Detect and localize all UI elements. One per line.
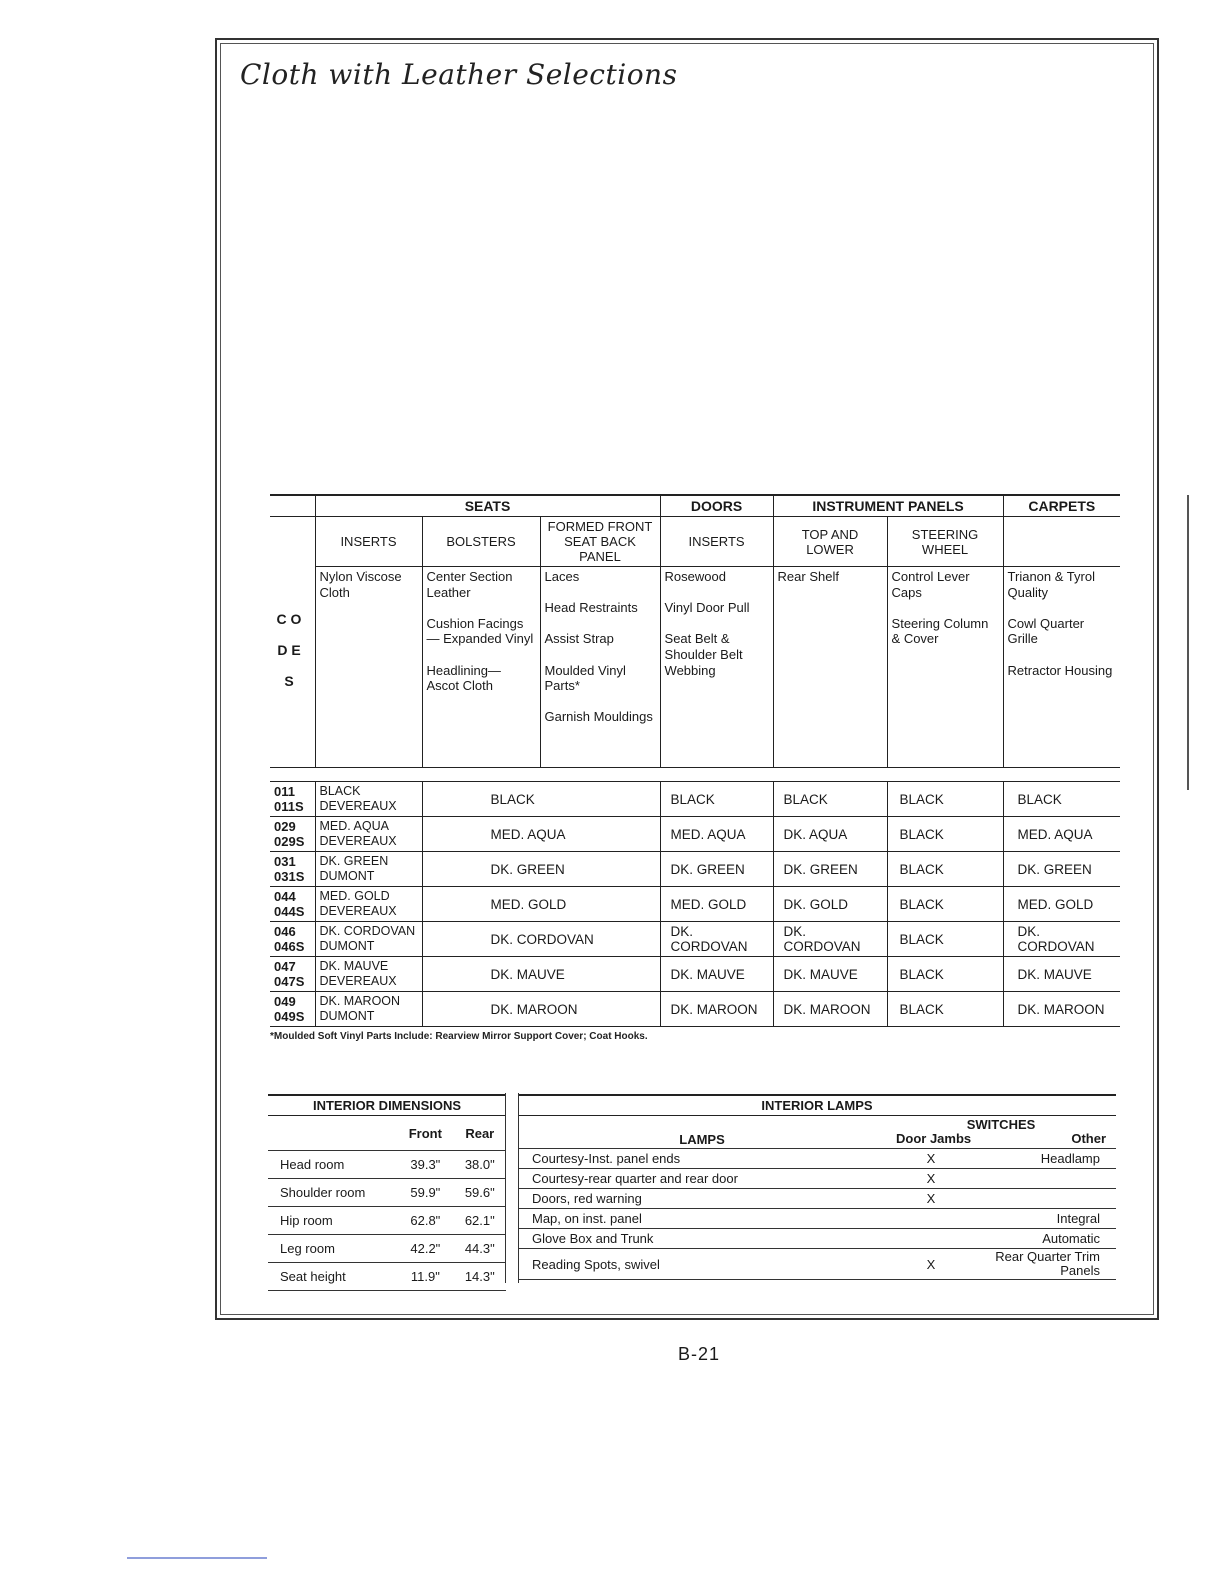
dimension-row [268,1179,506,1207]
lamps-header: LAMPS [518,1116,886,1149]
group-header-row [270,495,1120,517]
lamp-name: Map, on inst. panel [518,1209,886,1229]
code-cell-value: 031 [274,854,296,869]
other-switch [976,1189,1116,1209]
carpets-color [1003,922,1120,957]
color-name-cell-secondary: DUMONT [319,869,375,883]
seats-color [422,782,660,817]
carpets-color-value: BLACK [1017,791,1062,807]
code-cell-secondary: 044S [274,904,305,919]
rear-value: 44.3" [454,1235,506,1263]
front-value: 39.3" [397,1151,454,1179]
doors-color-value: DK. CORDOVAN [670,924,748,954]
other-switch: Rear Quarter Trim Panels [976,1249,1116,1280]
doors-color [660,992,773,1027]
code-cell [270,782,315,817]
color-name-cell-value: DK. MAROON [319,994,401,1008]
color-name-cell [315,957,422,992]
carpets-color [1003,782,1120,817]
code-cell-value: 049 [274,994,296,1009]
code-cell-value: 046 [274,924,296,939]
top-lower-color-value: BLACK [783,791,828,807]
color-row [270,817,1120,852]
lamp-name: Glove Box and Trunk [518,1229,886,1249]
color-name-cell [315,782,422,817]
lamp-name: Courtesy-Inst. panel ends [518,1149,886,1169]
doors-color-value: MED. AQUA [670,826,746,842]
color-name-cell [315,922,422,957]
doors-color-value: BLACK [670,791,715,807]
color-name-cell-value: MED. AQUA [319,819,389,833]
code-cell [270,817,315,852]
seats-color-value: DK. CORDOVAN [490,931,594,947]
top-lower-color [773,817,887,852]
codes-label: C O D E S [276,611,302,689]
lamp-row [518,1249,1116,1280]
color-name-cell-value: DK. CORDOVAN [319,924,416,938]
dimension-label: Leg room [268,1235,397,1263]
rear-value: 14.3" [454,1263,506,1291]
desc-steering: Control Lever Caps Steering Column & Cover [887,567,1003,768]
doors-color-value: DK. MAROON [670,1001,758,1017]
color-row [270,782,1120,817]
code-cell [270,992,315,1027]
top-lower-color-value: DK. MAROON [783,1001,871,1017]
seats-color-value: BLACK [490,791,535,807]
steering-color [887,992,1003,1027]
doors-color [660,887,773,922]
seats-color-value: DK. MAUVE [490,966,565,982]
top-lower-color-value: DK. AQUA [783,826,848,842]
code-cell [270,887,315,922]
doors-color [660,782,773,817]
carpets-color [1003,817,1120,852]
steering-color-value: BLACK [899,966,944,982]
top-lower-color [773,782,887,817]
steering-color-value: BLACK [899,1001,944,1017]
switches-header: SWITCHES [966,1117,1036,1132]
seats-color [422,957,660,992]
lamps-divider [518,1093,519,1283]
doors-color-value: DK. GREEN [670,861,745,877]
steering-color [887,852,1003,887]
top-lower-color [773,992,887,1027]
lamp-name: Courtesy-rear quarter and rear door [518,1169,886,1189]
steering-color-value: BLACK [899,896,944,912]
rear-value: 38.0" [454,1151,506,1179]
code-cell-value: 011 [274,784,295,799]
dimensions-divider [505,1093,506,1283]
steering-color-value: BLACK [899,826,944,842]
seats-color-value: DK. MAROON [490,1001,578,1017]
lamps-title: INTERIOR LAMPS [518,1095,1116,1116]
other-switch: Integral [976,1209,1116,1229]
steering-color [887,817,1003,852]
other-switch: Headlamp [976,1149,1116,1169]
doors-color-value: MED. GOLD [670,896,747,912]
front-value: 42.2" [397,1235,454,1263]
rear-header: Rear [454,1116,506,1151]
trim-selection-table [270,494,1120,768]
sub-header-row [270,517,1120,567]
color-row [270,887,1120,922]
color-row [270,992,1120,1027]
top-lower-color [773,922,887,957]
dimension-row [268,1235,506,1263]
color-name-cell [315,852,422,887]
front-header: Front [397,1116,454,1151]
color-name-cell-secondary: DEVEREAUX [319,904,397,918]
color-name-cell-secondary: DUMONT [319,1009,375,1023]
color-row [270,852,1120,887]
code-cell-secondary: 049S [274,1009,305,1024]
color-codes-table [270,781,1120,1027]
top-lower-color [773,957,887,992]
carpets-color-value: MED. AQUA [1017,826,1093,842]
door-jamb-switch: X [886,1149,976,1169]
desc-top-lower: Rear Shelf [773,567,887,768]
code-cell-value: 029 [274,819,296,834]
door-jamb-switch [886,1229,976,1249]
dimension-row [268,1151,506,1179]
dimension-label: Hip room [268,1207,397,1235]
carpets-color-value: DK. MAUVE [1017,966,1092,982]
carpets-color [1003,992,1120,1027]
interior-lamps-table [518,1094,1116,1280]
top-lower-color-value: DK. GOLD [783,896,849,912]
carpets-color [1003,957,1120,992]
instrument-panels-header: INSTRUMENT PANELS [773,495,1003,517]
color-name-cell-value: MED. GOLD [319,889,390,903]
description-row [270,567,1120,768]
dimension-label: Seat height [268,1263,397,1291]
doors-color [660,922,773,957]
color-row [270,957,1120,992]
steering-color-value: BLACK [899,861,944,877]
dimension-row [268,1263,506,1291]
top-lower-color-value: DK. MAUVE [783,966,858,982]
carpets-color-value: DK. GREEN [1017,861,1092,877]
color-name-cell-value: BLACK [319,784,361,798]
color-name-cell [315,992,422,1027]
code-cell-secondary: 029S [274,834,305,849]
other-switch [976,1169,1116,1189]
seats-color [422,817,660,852]
doors-color [660,852,773,887]
carpets-color-value: DK. CORDOVAN [1017,924,1095,954]
top-lower-color-value: DK. CORDOVAN [783,924,861,954]
color-name-cell [315,817,422,852]
lamp-row [518,1209,1116,1229]
top-lower-color [773,887,887,922]
steering-color [887,887,1003,922]
lamp-row [518,1229,1116,1249]
top-lower-subheader: TOP AND LOWER [773,517,887,567]
door-jambs-header: Door Jambs [896,1131,972,1146]
color-name-cell-value: DK. GREEN [319,854,389,868]
inserts-subheader: INSERTS [315,517,422,567]
front-value: 59.9" [397,1179,454,1207]
seats-header: SEATS [315,495,660,517]
other-header: Other [1071,1131,1106,1146]
top-lower-color-value: DK. GREEN [783,861,858,877]
interior-dimensions-table [268,1094,506,1291]
seats-color [422,887,660,922]
code-cell-value: 044 [274,889,296,904]
doors-header: DOORS [660,495,773,517]
desc-formed: Laces Head Restraints Assist Strap Moulded Vinyl Parts* Garnish Mouldings [540,567,660,768]
steering-color-value: BLACK [899,931,944,947]
bolsters-subheader: BOLSTERS [422,517,540,567]
door-inserts-subheader: INSERTS [660,517,773,567]
code-cell-secondary: 031S [274,869,305,884]
rear-value: 62.1" [454,1207,506,1235]
lamp-row [518,1169,1116,1189]
code-cell-secondary: 047S [274,974,305,989]
carpets-color-value: MED. GOLD [1017,896,1094,912]
steering-color-value: BLACK [899,791,944,807]
seats-color-value: MED. GOLD [490,896,567,912]
dimension-row [268,1207,506,1235]
lamp-name: Reading Spots, swivel [518,1249,886,1280]
front-value: 62.8" [397,1207,454,1235]
desc-carpets: Trianon & Tyrol Quality Cowl Quarter Grille Retractor Housing [1003,567,1120,768]
code-cell [270,852,315,887]
steering-color [887,782,1003,817]
seats-color [422,922,660,957]
seats-color [422,852,660,887]
code-cell-secondary: 011S [274,799,304,814]
code-cell [270,957,315,992]
other-switch: Automatic [976,1229,1116,1249]
color-row [270,922,1120,957]
formed-subheader: FORMED FRONT SEAT BACK PANEL [540,517,660,567]
carpets-color [1003,852,1120,887]
footnote: *Moulded Soft Vinyl Parts Include: Rearview Mirror Support Cover; Coat Hooks. [270,1031,648,1042]
steering-color [887,957,1003,992]
door-jamb-switch [886,1209,976,1229]
color-name-cell-secondary: DEVEREAUX [319,834,397,848]
page-title: Cloth with Leather Selections [240,58,678,91]
desc-bolsters: Center Section Leather Cushion Facings— Expanded Vinyl Headlining— Ascot Cloth [422,567,540,768]
code-cell-value: 047 [274,959,296,974]
front-value: 11.9" [397,1263,454,1291]
color-name-cell-value: DK. MAUVE [319,959,389,973]
desc-inserts: Nylon Viscose Cloth [315,567,422,768]
lamp-name: Doors, red warning [518,1189,886,1209]
code-cell [270,922,315,957]
code-cell-secondary: 046S [274,939,305,954]
color-name-cell-secondary: DEVEREAUX [319,799,397,813]
color-name-cell-secondary: DEVEREAUX [319,974,397,988]
door-jamb-switch: X [886,1189,976,1209]
carpets-header: CARPETS [1003,495,1120,517]
dimensions-title: INTERIOR DIMENSIONS [268,1095,506,1116]
steering-color [887,922,1003,957]
page-number: B-21 [678,1344,721,1364]
seats-color-value: MED. AQUA [490,826,566,842]
carpets-color-value: DK. MAROON [1017,1001,1105,1017]
doors-color [660,817,773,852]
rear-value: 59.6" [454,1179,506,1207]
color-name-cell-secondary: DUMONT [319,939,375,953]
steering-subheader: STEERING WHEEL [887,517,1003,567]
doors-color-value: DK. MAUVE [670,966,745,982]
seats-color [422,992,660,1027]
door-jamb-switch: X [886,1249,976,1280]
top-lower-color [773,852,887,887]
door-jamb-switch: X [886,1169,976,1189]
doors-color [660,957,773,992]
lamp-row [518,1189,1116,1209]
dimension-label: Head room [268,1151,397,1179]
color-name-cell [315,887,422,922]
carpets-color [1003,887,1120,922]
lamp-row [518,1149,1116,1169]
seats-color-value: DK. GREEN [490,861,565,877]
desc-doors: Rosewood Vinyl Door Pull Seat Belt & Shoulder Belt Webbing [660,567,773,768]
dimension-label: Shoulder room [268,1179,397,1207]
